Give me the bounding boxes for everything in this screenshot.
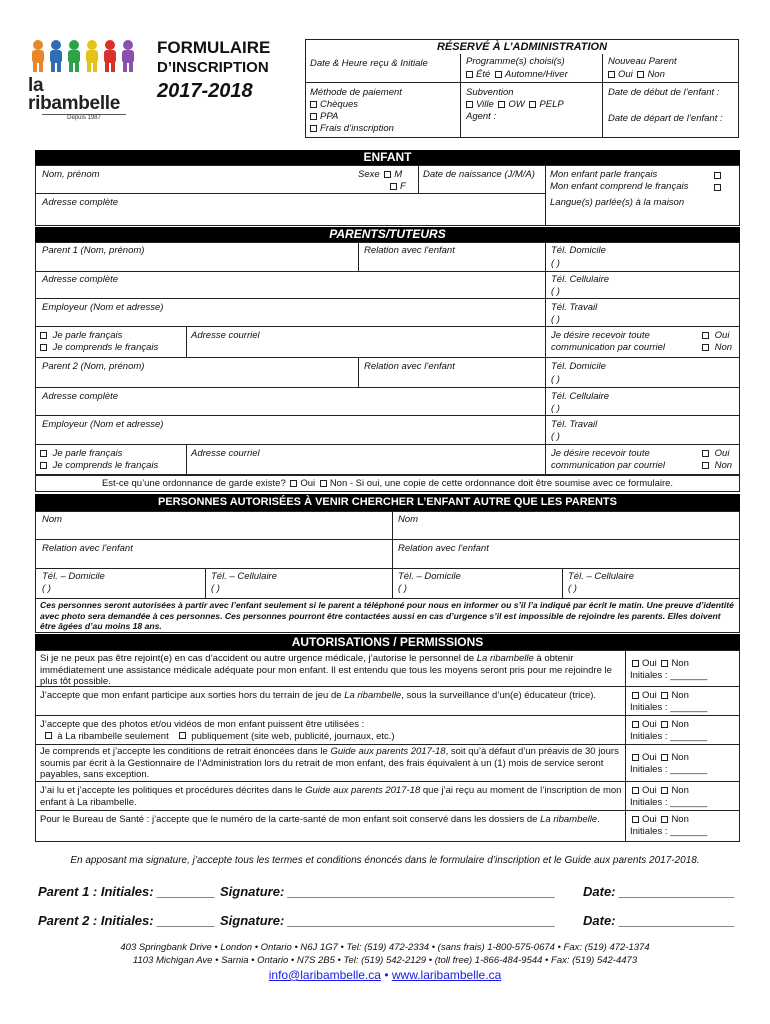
sante-choice: Oui Non Initiales : _______ xyxy=(630,814,708,837)
autorisee1-tel-cell: Tél. – Cellulaire xyxy=(211,571,277,582)
retrait-non-checkbox[interactable] xyxy=(661,754,668,761)
logo xyxy=(28,38,140,121)
parent1-tel-cell-paren: ( ) xyxy=(551,286,560,297)
parent2-employeur: Employeur (Nom et adresse) xyxy=(42,419,164,430)
admin-cheques: Chèques xyxy=(308,99,358,110)
parent2-tel-trav: Tél. Travail xyxy=(551,419,598,430)
admin-agent: Agent : xyxy=(466,111,497,122)
parent1-comprend: Je comprends le français xyxy=(38,342,158,353)
parent2-signature[interactable]: Signature: _____________________________________ xyxy=(220,913,556,928)
form-year: 2017-2018 xyxy=(157,80,253,102)
parent2-parle-checkbox[interactable] xyxy=(40,450,47,457)
admin-date-debut: Date de début de l’enfant : xyxy=(608,87,720,98)
enfant-sexe-f: F xyxy=(388,181,406,192)
autorisation-photos: J’accepte que des photos et/ou vidéos de mon enfant puissent être utilisées : à La ribambelle seulement publiquement (site web, publicité, journaux, etc.) xyxy=(40,719,395,742)
autorisation-urgence: Si je ne peux pas être rejoint(e) en cas d’accident ou autre urgence médicale, j’autorise le personnel de La ribambelle à obtenir immédiatement une assistance médicale adéquate pour mon enfant. Il est entendu que tous les moyens seront pris pour me rejoindre le plus tôt possible. xyxy=(40,653,612,687)
autorisations-header: AUTORISATIONS / PERMISSIONS xyxy=(35,634,740,650)
admin-date-depart: Date de départ de l’enfant : xyxy=(608,113,723,124)
urgence-oui-checkbox[interactable] xyxy=(632,660,639,667)
parent2-comprend: Je comprends le français xyxy=(38,460,158,471)
nouveau-non-checkbox[interactable] xyxy=(637,71,644,78)
parent2-adresse: Adresse complète xyxy=(42,391,119,402)
parent1-adresse: Adresse complète xyxy=(42,274,119,285)
parent2-date[interactable]: Date: ________________ xyxy=(583,913,735,928)
brand-since: Depuis 1987 xyxy=(42,114,126,121)
admin-nouveau-parent: Nouveau Parent xyxy=(608,56,677,67)
pelp-checkbox[interactable] xyxy=(529,101,536,108)
autorisees-note: Ces personnes seront autorisées à partir avec l’enfant seulement si le parent a téléphoné pour nous en informer ou s’il l’a indiqué par écrit le matin. Une preuve d’identité avec photo sera demandée à ces personnes. Ces personnes pourront être contactées aussi en cas d’urgence s’il est impossible de rejoindre les parents. Elles doivent être âgées d’au moins 18 ans. xyxy=(40,600,734,631)
parent1-employeur: Employeur (Nom et adresse) xyxy=(42,302,164,313)
admin-frais: Frais d’inscription xyxy=(308,123,394,134)
autorisee1-nom: Nom xyxy=(42,514,63,525)
enfant-header: ENFANT xyxy=(35,150,740,165)
enfant-sexe: Sexe M xyxy=(358,169,403,180)
garde-oui-checkbox[interactable] xyxy=(290,480,297,487)
enfant-nom: Nom, prénom xyxy=(42,169,100,180)
parents-header: PARENTS/TUTEURS xyxy=(35,227,740,242)
sexe-m-checkbox[interactable] xyxy=(384,171,391,178)
photos-ribambelle-checkbox[interactable] xyxy=(45,732,52,739)
parent1-recevoir1: Je désire recevoir toute xyxy=(551,330,650,341)
parents-section xyxy=(35,242,740,475)
parent1-non-checkbox[interactable] xyxy=(702,344,709,351)
enfant-langues: Langue(s) parlée(s) à la maison xyxy=(550,197,685,208)
parent1-courriel-oui: Oui xyxy=(700,330,729,341)
parent1-courriel-non: Non xyxy=(700,342,732,353)
form-title-line2: D’INSCRIPTION xyxy=(157,59,269,76)
form-title-line1: FORMULAIRE xyxy=(157,38,271,57)
email-link[interactable]: info@laribambelle.ca xyxy=(268,968,381,982)
parent2-recevoir2: communication par courriel xyxy=(551,460,666,471)
admin-nouveau-options: Oui Non xyxy=(606,69,665,80)
footer-links: info@laribambelle.ca • www.laribambelle.ca xyxy=(268,968,502,982)
parent1-courriel: Adresse courriel xyxy=(191,330,260,341)
autorisee2-nom: Nom xyxy=(398,514,419,525)
footer-address-london: 403 Springbank Drive • London • Ontario • N6J 1G7 • Tel: (519) 472-2334 • (sans frais) 1-800-575-0674 • Fax: (519) 472-1374 xyxy=(120,942,650,953)
enfant-comprend: Mon enfant comprend le français xyxy=(550,181,689,192)
sorties-oui-checkbox[interactable] xyxy=(632,692,639,699)
admin-ppa: PPA xyxy=(308,111,338,122)
brand-name: la ribambelle xyxy=(28,75,121,114)
frais-checkbox[interactable] xyxy=(310,125,317,132)
parent2-relation: Relation avec l’enfant xyxy=(364,361,455,372)
parent1-oui-checkbox[interactable] xyxy=(702,332,709,339)
consent-text: En apposant ma signature, j’accepte tous les termes et conditions énoncés dans le formulaire d’inscription et le Guide aux parents 2017-2018. xyxy=(70,855,700,866)
cheques-checkbox[interactable] xyxy=(310,101,317,108)
sorties-non-checkbox[interactable] xyxy=(661,692,668,699)
parent2-recevoir1: Je désire recevoir toute xyxy=(551,448,650,459)
politiques-choice: Oui Non Initiales : _______ xyxy=(630,785,708,808)
sante-non-checkbox[interactable] xyxy=(661,816,668,823)
enfant-comprend-checkbox[interactable] xyxy=(712,182,724,193)
autorisee1-relation: Relation avec l’enfant xyxy=(42,543,133,554)
parent1-tel-trav: Tél. Travail xyxy=(551,302,598,313)
parent2-courriel-non: Non xyxy=(700,460,732,471)
parent2-comprend-checkbox[interactable] xyxy=(40,462,47,469)
parent1-parle-checkbox[interactable] xyxy=(40,332,47,339)
nouveau-oui-checkbox[interactable] xyxy=(608,71,615,78)
retrait-choice: Oui Non Initiales : _______ xyxy=(630,752,708,775)
automne-checkbox[interactable] xyxy=(495,71,502,78)
autorisee2-tel-cell: Tél. – Cellulaire xyxy=(568,571,634,582)
garde-question: Est-ce qu’une ordonnance de garde existe? Oui Non - Si oui, une copie de cette ordonnance doit être soumise avec ce formulaire. xyxy=(101,478,674,489)
parent1-tel-dom: Tél. Domicile xyxy=(551,245,606,256)
autorisee2-tel-dom: Tél. – Domicile xyxy=(398,571,461,582)
admin-methode: Méthode de paiement xyxy=(310,87,402,98)
politiques-non-checkbox[interactable] xyxy=(661,787,668,794)
sante-oui-checkbox[interactable] xyxy=(632,816,639,823)
parent2-courriel: Adresse courriel xyxy=(191,448,260,459)
photos-choice: Oui Non Initiales : _______ xyxy=(630,719,708,742)
autorisee2-tel-dom-paren: ( ) xyxy=(398,583,407,594)
garde-non-checkbox[interactable] xyxy=(320,480,327,487)
enfant-parle-checkbox[interactable] xyxy=(712,170,724,181)
ppa-checkbox[interactable] xyxy=(310,113,317,120)
autorisation-retrait: Je comprends et j’accepte les conditions de retrait énoncées dans le Guide aux parents 2017-18, soit qu’à défaut d’un préavis de 30 jours soumis par écrit à la Gestionnaire de l’Administration lors du retrait de mon enfant, des frais équivalent à un (1) mois de service seront payables, sans exception. xyxy=(40,746,619,780)
parent2-tel-trav-paren: ( ) xyxy=(551,431,560,442)
autorisees-header: PERSONNES AUTORISÉES À VENIR CHERCHER L’ENFANT AUTRE QUE LES PARENTS xyxy=(35,494,740,511)
urgence-non-checkbox[interactable] xyxy=(661,660,668,667)
parent2-courriel-oui: Oui xyxy=(700,448,729,459)
autorisee1-tel-cell-paren: ( ) xyxy=(211,583,220,594)
parent2-nom: Parent 2 (Nom, prénom) xyxy=(42,361,145,372)
photos-oui-checkbox[interactable] xyxy=(632,721,639,728)
parent1-parle: Je parle français xyxy=(38,330,122,341)
parent2-tel-cell-paren: ( ) xyxy=(551,403,560,414)
parent1-initiales[interactable]: Parent 1 : Initiales: ________ xyxy=(38,884,216,899)
admin-programmes: Programme(s) choisi(s) xyxy=(466,56,565,67)
urgence-choice: Oui Non Initiales : _______ xyxy=(630,658,708,681)
website-link[interactable]: www.laribambelle.ca xyxy=(391,968,502,982)
admin-date-recu: Date & Heure reçu & Initiale xyxy=(310,58,428,69)
autorisee2-relation: Relation avec l’enfant xyxy=(398,543,489,554)
parent1-relation: Relation avec l’enfant xyxy=(364,245,455,256)
parent1-nom: Parent 1 (Nom, prénom) xyxy=(42,245,145,256)
parent1-date[interactable]: Date: ________________ xyxy=(583,884,735,899)
retrait-oui-checkbox[interactable] xyxy=(632,754,639,761)
autorisation-politiques: J’ai lu et j’accepte les politiques et procédures décrites dans le Guide aux parents 2017-18 que j’ai reçu au moment de l’inscription de mon enfant à La ribambelle. xyxy=(40,785,622,808)
parent1-signature[interactable]: Signature: _____________________________________ xyxy=(220,884,556,899)
parent1-recevoir2: communication par courriel xyxy=(551,342,666,353)
parent2-tel-dom: Tél. Domicile xyxy=(551,361,606,372)
parent2-initiales[interactable]: Parent 2 : Initiales: ________ xyxy=(38,913,216,928)
enfant-parle: Mon enfant parle français xyxy=(550,169,658,180)
parent2-tel-cell: Tél. Cellulaire xyxy=(551,391,610,402)
parent2-tel-dom-paren: ( ) xyxy=(551,374,560,385)
autorisee2-tel-cell-paren: ( ) xyxy=(568,583,577,594)
parent2-parle: Je parle français xyxy=(38,448,122,459)
parent2-oui-checkbox[interactable] xyxy=(702,450,709,457)
ow-checkbox[interactable] xyxy=(498,101,505,108)
parent2-non-checkbox[interactable] xyxy=(702,462,709,469)
autorisation-sorties: J’accepte que mon enfant participe aux sorties hors du terrain de jeu de La ribambelle, sous la surveillance d’un(e) éducateur (trice). xyxy=(40,690,597,701)
parent1-comprend-checkbox[interactable] xyxy=(40,344,47,351)
sexe-f-checkbox[interactable] xyxy=(390,183,397,190)
autorisee1-tel-dom: Tél. – Domicile xyxy=(42,571,105,582)
enfant-adresse: Adresse complète xyxy=(42,197,119,208)
autorisees-section xyxy=(35,511,740,599)
autorisation-sante: Pour le Bureau de Santé : j’accepte que le numéro de la carte-santé de mon enfant soit conservé dans les dossiers de La ribambelle. xyxy=(40,814,600,825)
politiques-oui-checkbox[interactable] xyxy=(632,787,639,794)
children-figures-icon xyxy=(28,38,140,74)
enfant-naissance: Date de naissance (J/M/A) xyxy=(423,169,535,180)
sorties-choice: Oui Non Initiales : _______ xyxy=(630,690,708,713)
footer-address-sarnia: 1103 Michigan Ave • Sarnia • Ontario • N7S 2B5 • Tel: (519) 542-2129 • (toll free) 1-866-484-9544 • Fax: (519) 542-4473 xyxy=(132,955,638,966)
photos-public-checkbox[interactable] xyxy=(179,732,186,739)
admin-subvention-options: Ville OW PELP xyxy=(464,99,564,110)
ete-checkbox[interactable] xyxy=(466,71,473,78)
autorisee1-tel-dom-paren: ( ) xyxy=(42,583,51,594)
parent1-tel-trav-paren: ( ) xyxy=(551,314,560,325)
ville-checkbox[interactable] xyxy=(466,101,473,108)
photos-non-checkbox[interactable] xyxy=(661,721,668,728)
parent1-tel-dom-paren: ( ) xyxy=(551,258,560,269)
parent1-tel-cell: Tél. Cellulaire xyxy=(551,274,610,285)
admin-programme-options: Été Automne/Hiver xyxy=(464,69,568,80)
admin-header: RÉSERVÉ À L’ADMINISTRATION xyxy=(436,41,608,53)
admin-subvention: Subvention xyxy=(466,87,514,98)
